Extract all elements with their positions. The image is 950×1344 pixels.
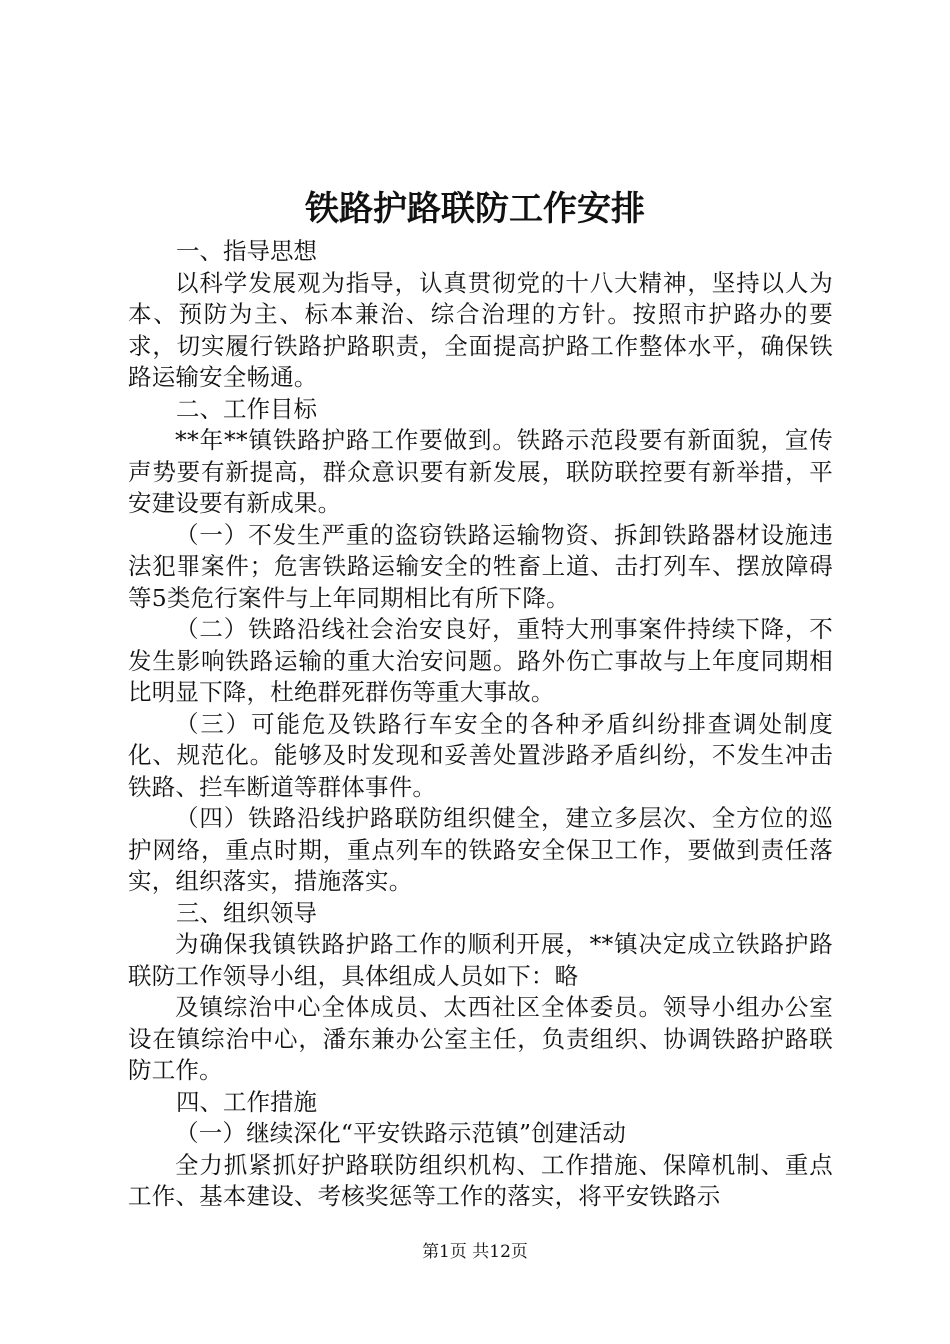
document-body (128, 236, 833, 1213)
page-footer: 第1页 共12页 (422, 1242, 528, 1262)
paragraph: （一）不发生严重的盗窃铁路运输物资、拆卸铁路器材设施违法犯罪案件；危害铁路运输安全的牲畜上道、击打列车、摆放障碍等5类危行案件与上年同期相比有所下降。 (128, 520, 833, 612)
section-heading: 一、指导思想 (176, 237, 317, 265)
paragraph: （二）铁路沿线社会治安良好，重特大刑事案件持续下降，不发生影响铁路运输的重大治安问题。路外伤亡事故与上年度同期相比明显下降，杜绝群死群伤等重大事故。 (128, 615, 833, 706)
paragraph: 为确保我镇铁路护路工作的顺利开展，**镇决定成立铁路护路联防工作领导小组，具体组成人员如下：略 (128, 930, 833, 990)
paragraph: （三）可能危及铁路行车安全的各种矛盾纠纷排查调处制度化、规范化。能够及时发现和妥善处置涉路矛盾纠纷，不发生冲击铁路、拦车断道等群体事件。 (128, 709, 833, 801)
paragraph: （四）铁路沿线护路联防组织健全，建立多层次、全方位的巡护网络，重点时期，重点列车的铁路安全保卫工作，要做到责任落实，组织落实，措施落实。 (128, 804, 833, 895)
section-heading: 四、工作措施 (176, 1087, 317, 1116)
paragraph: 以科学发展观为指导，认真贯彻党的十八大精神，坚持以人为本、预防为主、标本兼治、综合治理的方针。按照市护路办的要求，切实履行铁路护路职责，全面提高护路工作整体水平，确保铁路运输安全畅通。 (128, 268, 833, 391)
paragraph: 及镇综治中心全体成员、太西社区全体委员。领导小组办公室设在镇综治中心，潘东兼办公室主任，负责组织、协调铁路护路联防工作。 (128, 993, 833, 1084)
section-heading: 二、工作目标 (176, 394, 317, 423)
paragraph: **年**镇铁路护路工作要做到。铁路示范段要有新面貌，宣传声势要有新提高，群众意识要有新发展，联防联控要有新举措，平安建设要有新成果。 (128, 426, 833, 517)
document-title: 铁路护路联防工作安排 (305, 189, 645, 229)
paragraph: （一）继续深化“平安铁路示范镇”创建活动 (175, 1119, 627, 1147)
paragraph: 全力抓紧抓好护路联防组织机构、工作措施、保障机制、重点工作、基本建设、考核奖惩等工作的落实，将平安铁路示 (128, 1150, 833, 1210)
section-heading: 三、组织领导 (176, 898, 317, 927)
